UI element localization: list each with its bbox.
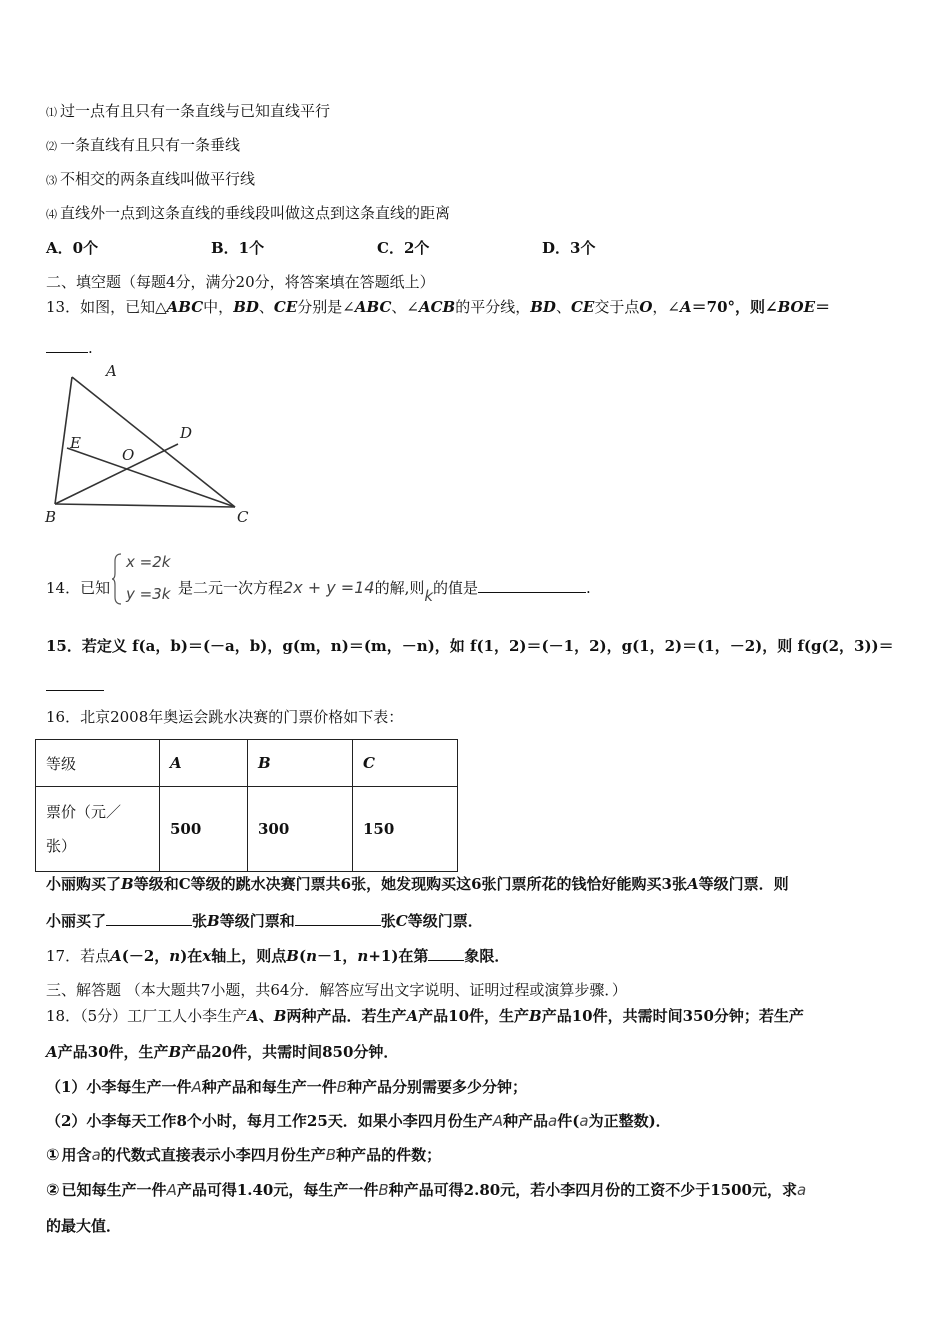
triangle-figure [40, 362, 265, 532]
answer-blank-16b[interactable] [295, 911, 381, 926]
table-header-grade: 等级 [36, 740, 160, 787]
option-a: A．0个 [46, 239, 99, 257]
answer-blank-16a[interactable] [106, 911, 192, 926]
label-b: B [45, 508, 57, 526]
side-ac [72, 377, 235, 507]
label-a: A [106, 362, 117, 380]
label-d: D [180, 424, 193, 442]
label-e: E [70, 434, 81, 452]
question-13: 13．如图，已知△ABC中，BD、CE分别是∠ABC、∠ACB的平分线，BD、CE交于点O，∠A＝70°，则∠BOE＝ [46, 298, 831, 316]
segment-bd [55, 444, 178, 504]
equation-y: y =3k [126, 585, 171, 603]
question-16-desc-1: 小丽购买了B等级和C等级的跳水决赛门票共6张，她发现购买这6张门票所花的钱恰好能购买3张A等级门票．则 [46, 875, 789, 893]
statement-2: ⑵ 一条直线有且只有一条垂线 [46, 136, 241, 154]
statement-1: ⑴ 过一点有且只有一条直线与已知直线平行 [46, 102, 331, 120]
question-18-part-1: （1）小李每生产一件A种产品和每生产一件B种产品分别需要多少分钟； [46, 1078, 528, 1096]
question-18-line-2: A产品30件，生产B产品20件，共需时间850分钟． [46, 1043, 399, 1061]
option-c: C．2个 [377, 239, 430, 257]
label-o: O [122, 446, 135, 464]
table-row-label: 票价（元／ 张） [36, 787, 160, 872]
question-18-sub-1: ① 用含a的代数式直接表示小李四月份生产B种产品的件数； [46, 1145, 442, 1164]
table-row [36, 740, 458, 787]
table-row [36, 787, 458, 872]
question-18-line-1: 18．（5分）工厂工人小李生产A、B两种产品．若生产A产品10件，生产B产品10件，共需时间350分钟；若生产 [46, 1007, 804, 1025]
section-2-title: 二、填空题（每题4分，满分20分，将答案填在答题纸上） [46, 273, 435, 291]
side-bc [55, 504, 235, 507]
table-header-b: B [248, 740, 353, 787]
option-b: B．1个 [211, 239, 265, 257]
question-18-part-2: （2）小李每天工作8个小时，每月工作25天．如果小李四月份生产A种产品a件(a为正整数)． [46, 1112, 671, 1130]
table-header-a: A [160, 740, 248, 787]
question-14: 是二元一次方程2x + y =14的解,则k的值是 . [178, 578, 591, 605]
brace-icon [112, 553, 122, 605]
option-d: D．3个 [542, 239, 596, 257]
question-15: 15．若定义 f(a，b)＝(－a，b)，g(m，n)＝(m，－n)，如 f(1，2)＝(－1，2)，g(1，2)＝(1，－2)，则 f(g(2，3))＝ [46, 637, 894, 655]
answer-blank-17[interactable] [428, 946, 464, 961]
question-18-last: 的最大值． [46, 1217, 122, 1235]
statement-4: ⑷ 直线外一点到这条直线的垂线段叫做这点到这条直线的距离 [46, 204, 451, 222]
ticket-price-table [35, 739, 458, 872]
price-a: 500 [160, 787, 248, 872]
price-c: 150 [353, 787, 458, 872]
question-16: 16．北京2008年奥运会跳水决赛的门票价格如下表： [46, 708, 404, 726]
section-3-title: 三、解答题 （本大题共7小题，共64分．解答应写出文字说明、证明过程或演算步骤．） [46, 981, 627, 999]
question-14-prefix: 14．已知 [46, 579, 111, 597]
question-17: 17．若点A(－2，n)在x轴上，则点B(n－1，n+1)在第 象限． [46, 947, 510, 965]
answer-blank-13[interactable]: . [46, 338, 93, 358]
question-16-desc-2: 小丽买了 张B等级门票和 张C等级门票． [46, 912, 483, 930]
statement-3: ⑶ 不相交的两条直线叫做平行线 [46, 170, 256, 188]
table-header-c: C [353, 740, 458, 787]
question-18-sub-2: ② 已知每生产一件A产品可得1.40元，每生产一件B种产品可得2.80元，若小李四月份的工资不少于1500元，求a [46, 1180, 807, 1199]
price-b: 300 [248, 787, 353, 872]
label-c: C [237, 508, 249, 526]
answer-blank-15[interactable] [46, 676, 104, 696]
equation-x: x =2k [126, 553, 171, 571]
